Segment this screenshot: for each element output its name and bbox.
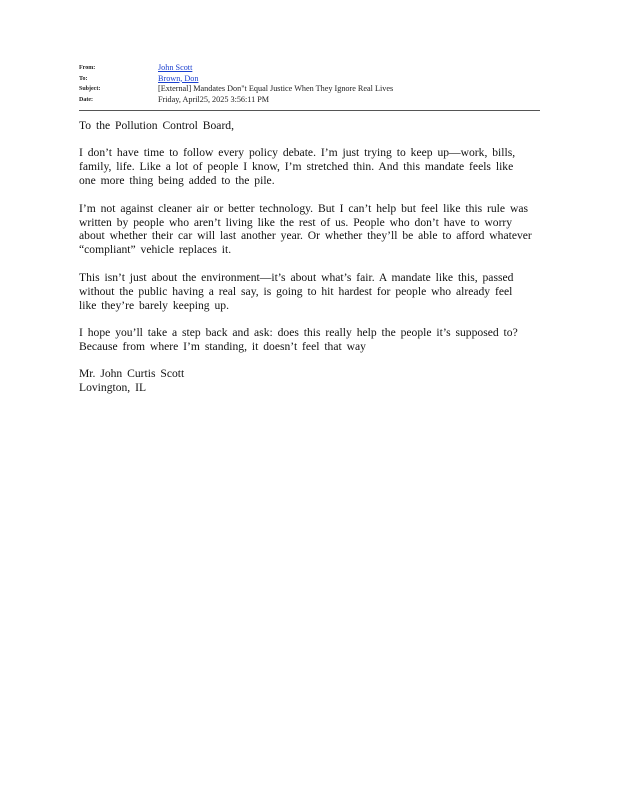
signature-block [79,367,534,395]
salutation: To the Pollution Control Board, [79,119,235,132]
header-divider [79,110,540,111]
subject-label: Subject: [79,86,101,92]
paragraph-4: I hope you’ll take a step back and ask: does this really help the people it’s supposed to? Because from where I’m standing, it doesn’t feel that way [79,325,518,353]
from-sender-link[interactable]: John Scott [158,63,193,72]
paragraph-3: This isn’t just about the environment—it’s about what’s fair. A mandate like this, passed without the public having a real say, is going to hit hardest for people who already feel like they’re barely keeping up. [79,270,514,312]
date-value: Friday, April25, 2025 3:56:11 PM [158,94,270,104]
from-label: From: [79,65,96,71]
signature-location: Lovington, IL [79,381,147,395]
to-recipient-link[interactable]: Brown, Don [158,73,199,83]
letter-body [79,119,534,395]
to-row [79,74,539,85]
subject-value: [External] Mandates Don"t Equal Justice When They Ignore Real Lives [158,84,394,93]
to-label: To: [79,75,88,82]
from-row [79,63,539,74]
subject-row [79,84,539,95]
paragraph-1: I don’t have time to follow every policy debate. I’m just trying to keep up—work, bills, family, life. Like a lot of people I know, I’m stretched thin. And this mandate feels like one more thing being added to the pile. [79,146,516,188]
date-row [79,95,539,106]
date-label: Date: [79,96,93,103]
signature-name: Mr. John Curtis Scott [79,367,185,381]
email-header [79,63,539,105]
paragraph-2: I’m not against cleaner air or better technology. But I can’t help but feel like this rule was written by people who aren’t living like the rest of us. People who don’t have to worry about whether their car will last another year. Or whether they’ll be able to afford whatever “compliant” vehicle replaces it. [79,201,532,257]
